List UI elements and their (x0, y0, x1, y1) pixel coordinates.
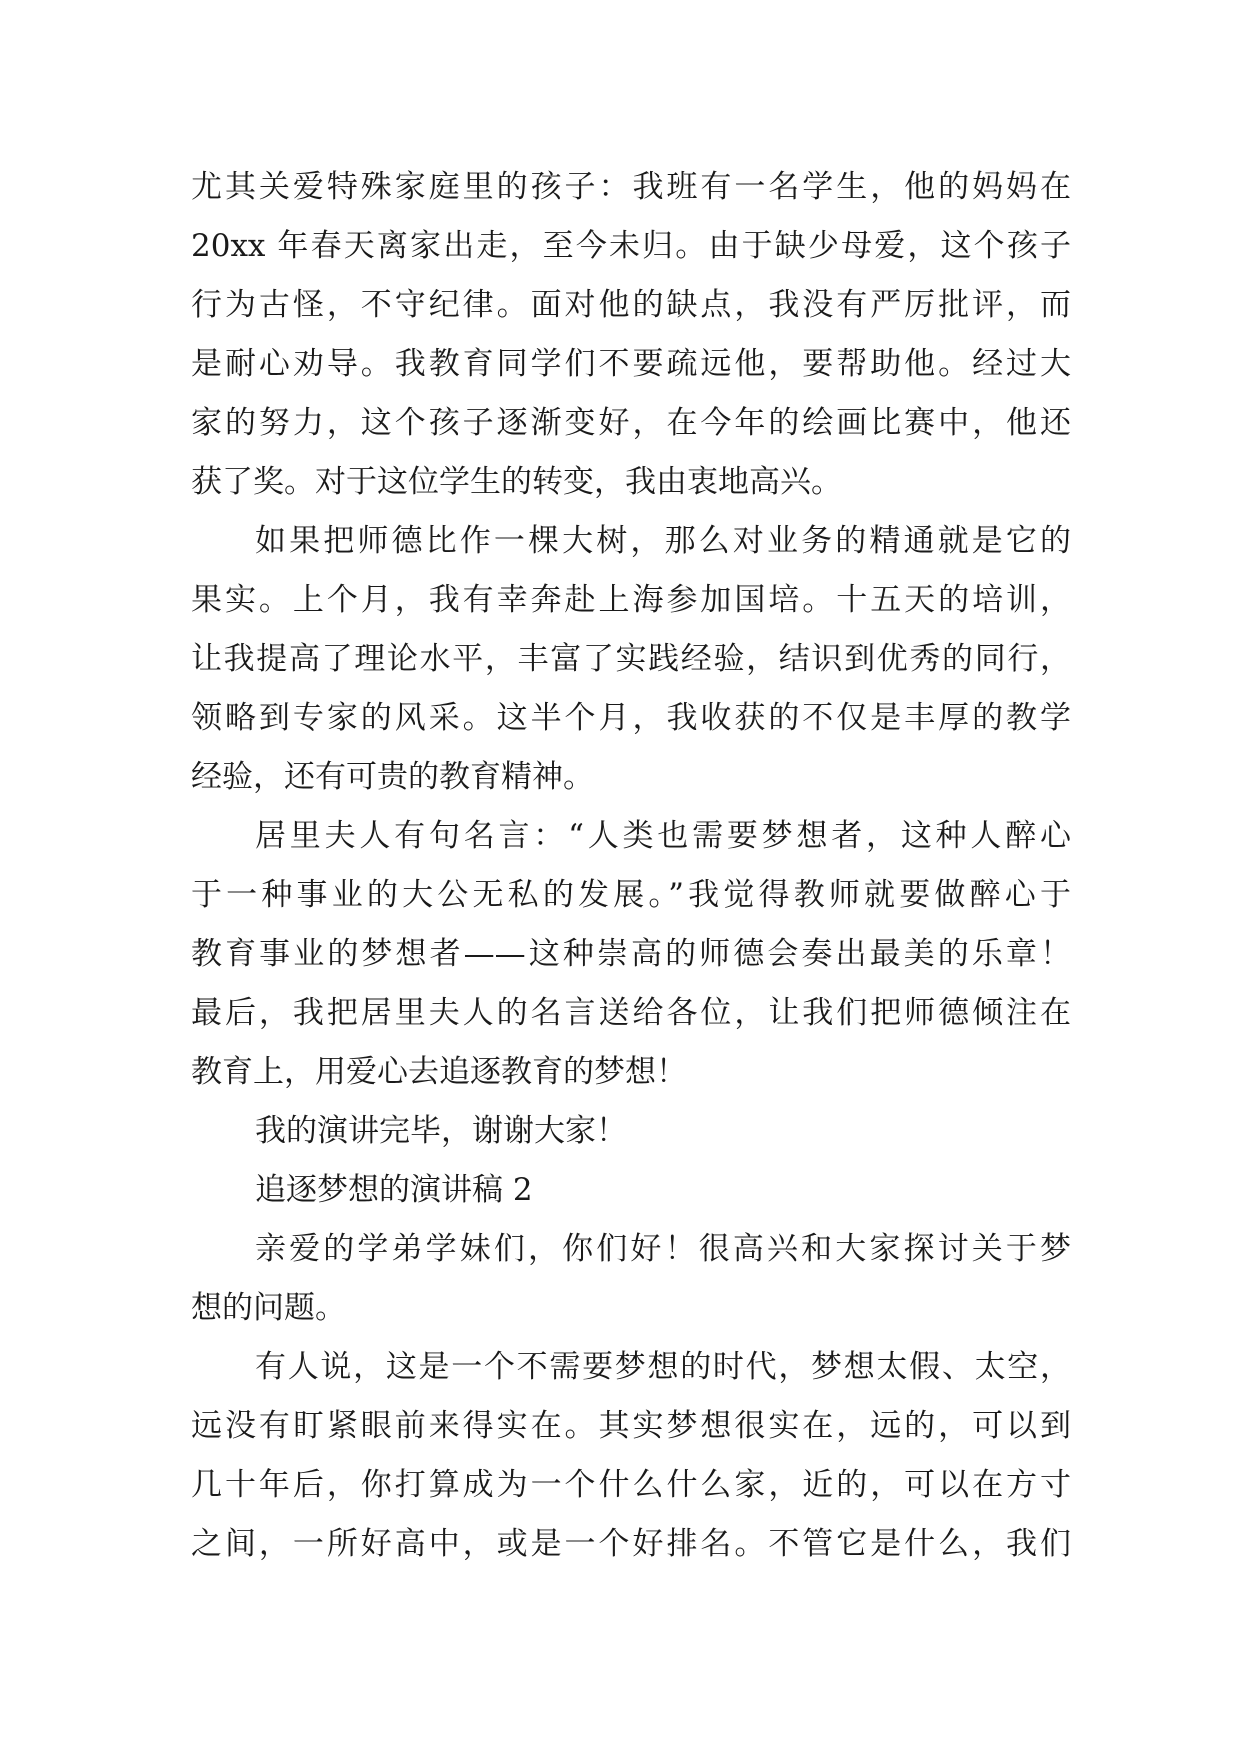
text-line: 家的努力，这个孩子逐渐变好，在今年的绘画比赛中，他还 (191, 405, 1071, 441)
text-line: 20xx 年春天离家出走，至今未归。由于缺少母爱，这个孩子 (191, 228, 1071, 264)
text-line: 果实。上个月，我有幸奔赴上海参加国培。十五天的培训， (191, 582, 1071, 618)
text-line: 经验，还有可贵的教育精神。 (191, 759, 594, 795)
text-line: 几十年后，你打算成为一个什么什么家，近的，可以在方寸 (191, 1467, 1071, 1503)
paragraph-start-line: 我的演讲完毕，谢谢大家！ (255, 1113, 627, 1149)
text-line: 教育事业的梦想者——这种崇高的师德会奏出最美的乐章！ (191, 936, 1071, 972)
text-line: 想的问题。 (191, 1290, 346, 1326)
paragraph-start-line: 亲爱的学弟学妹们，你们好！很高兴和大家探讨关于梦 (255, 1231, 1071, 1267)
text-line: 是耐心劝导。我教育同学们不要疏远他，要帮助他。经过大 (191, 346, 1071, 382)
text-line: 远没有盯紧眼前来得实在。其实梦想很实在，远的，可以到 (191, 1408, 1071, 1444)
text-line: 行为古怪，不守纪律。面对他的缺点，我没有严厉批评，而 (191, 287, 1071, 323)
text-line: 尤其关爱特殊家庭里的孩子：我班有一名学生，他的妈妈在 (191, 169, 1071, 205)
text-line: 领略到专家的风采。这半个月，我收获的不仅是丰厚的教学 (191, 700, 1071, 736)
document-body (191, 158, 1071, 1574)
text-line: 获了奖。对于这位学生的转变，我由衷地高兴。 (191, 464, 842, 500)
paragraph-start-line: 居里夫人有句名言：“人类也需要梦想者，这种人醉心 (255, 818, 1071, 854)
paragraph-start-line: 如果把师德比作一棵大树，那么对业务的精通就是它的 (255, 523, 1071, 559)
text-line: 教育上，用爱心去追逐教育的梦想！ (191, 1054, 687, 1090)
paragraph-start-line: 有人说，这是一个不需要梦想的时代，梦想太假、太空， (255, 1349, 1071, 1385)
section-heading: 追逐梦想的演讲稿 2 (255, 1172, 533, 1208)
text-line: 于一种事业的大公无私的发展。”我觉得教师就要做醉心于 (191, 877, 1071, 913)
text-line: 最后，我把居里夫人的名言送给各位，让我们把师德倾注在 (191, 995, 1071, 1031)
text-line: 让我提高了理论水平，丰富了实践经验，结识到优秀的同行， (191, 641, 1071, 677)
text-line: 之间，一所好高中，或是一个好排名。不管它是什么，我们 (191, 1526, 1071, 1562)
